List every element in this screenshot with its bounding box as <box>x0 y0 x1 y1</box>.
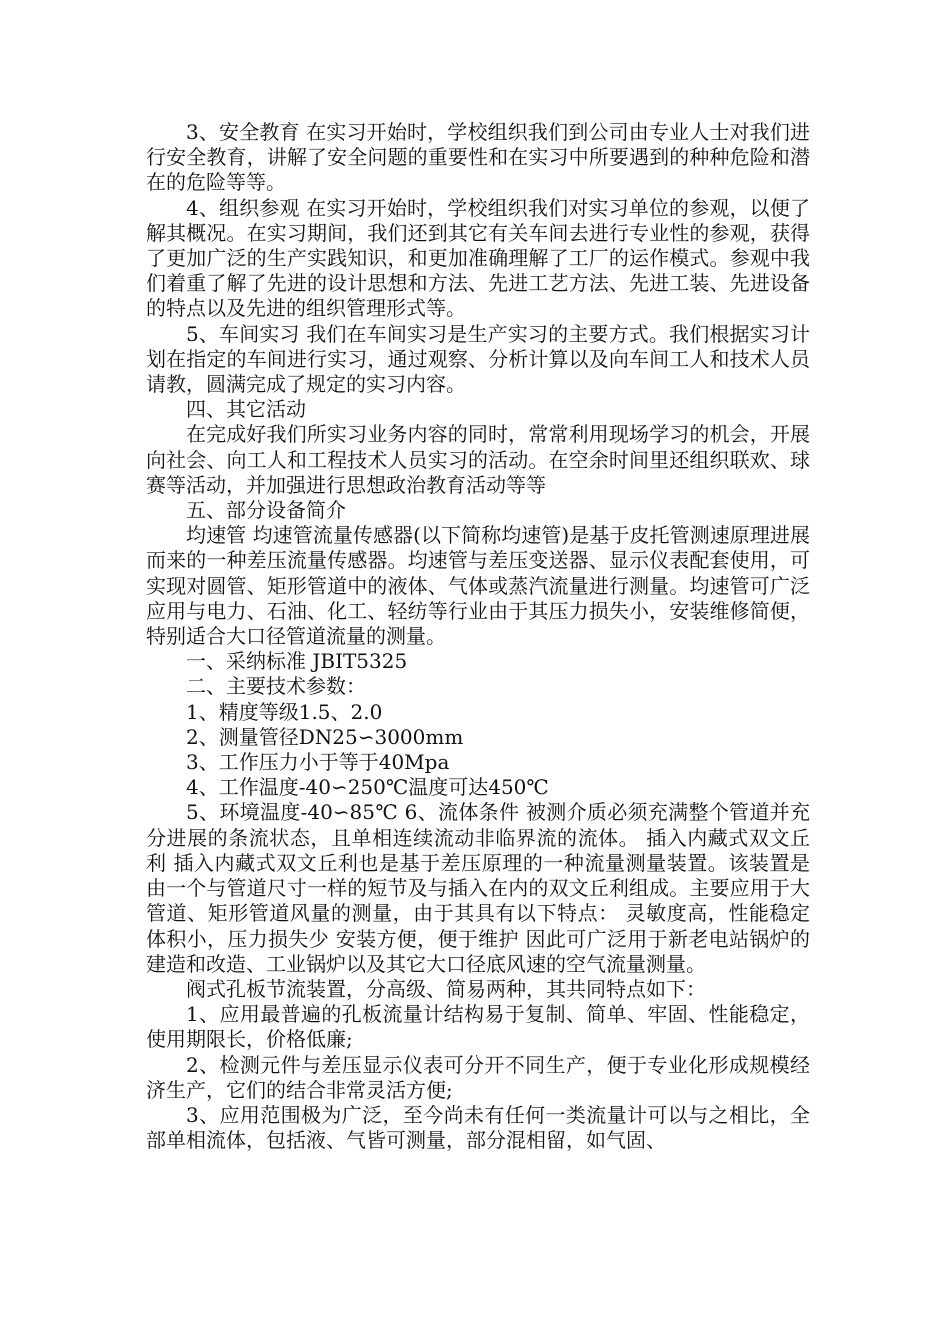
paragraph-averaging-tube: 均速管 均速管流量传感器(以下简称均速管)是基于皮托管测速原理进展而来的一种差压流量传感器。均速管与差压变送器、显示仪表配套使用，可实现对圆管、矩形管道中的液体、气体或蒸汽流量进行测量。均速管可广泛应用与电力、石油、化工、轻纺等行业由于其压力损失小，安装维修简便，特别适合大口径管道流量的测量。 <box>146 523 810 649</box>
paragraph-orifice-intro: 阀式孔板节流装置，分高级、简易两种，其共同特点如下： <box>186 976 706 1001</box>
paragraph-tech-params-heading: 二、主要技术参数： <box>186 674 366 699</box>
paragraph-orifice-feature-2: 2、检测元件与差压显示仪表可分开不同生产，便于专业化形成规模经济生产，它们的结合非常灵活方便; <box>146 1052 810 1102</box>
paragraph-param-diameter: 2、测量管径DN25∽3000mm <box>186 724 464 749</box>
paragraph-organized-visit: 4、组织参观 在实习开始时，学校组织我们对实习单位的参观，以便了解其概况。在实习期间，我们还到其它有关车间去进行专业性的参观，获得了更加广泛的生产实践知识，和更加准确理解了工厂的运作模式。参观中我们着重了解了先进的设计思想和方法、先进工艺方法、先进工装、先进设备的特点以及先进的组织管理形式等。 <box>146 195 810 321</box>
paragraph-workshop-practice: 5、车间实习 我们在车间实习是生产实习的主要方式。我们根据实习计划在指定的车间进行实习，通过观察、分析计算以及向车间工人和技术人员请教，圆满完成了规定的实习内容。 <box>146 321 810 397</box>
paragraph-param-accuracy: 1、精度等级1.5、2.0 <box>186 699 383 724</box>
paragraph-other-activities: 在完成好我们所实习业务内容的同时，常常利用现场学习的机会，开展向社会、向工人和工程技术人员实习的活动。在空余时间里还组织联欢、球赛等活动，并加强进行思想政治教育活动等等 <box>146 422 810 497</box>
paragraph-param-temperature: 4、工作温度-40∽250℃温度可达450℃ <box>186 775 549 800</box>
section-heading-equipment-intro: 五、部分设备简介 <box>186 498 346 523</box>
paragraph-safety-education: 3、安全教育 在实习开始时，学校组织我们到公司由专业人士对我们进行安全教育，讲解了安全问题的重要性和在实习中所要遇到的种种危险和潜在的危险等等。 <box>146 120 810 195</box>
section-heading-other-activities: 四、其它活动 <box>186 397 306 422</box>
paragraph-orifice-feature-1: 1、应用最普遍的孔板流量计结构易于复制、简单、牢固、性能稳定，使用期限长，价格低廉; <box>146 1002 810 1052</box>
paragraph-orifice-feature-3: 3、应用范围极为广泛，至今尚未有任何一类流量计可以与之相比，全部单相流体，包括液、气皆可测量，部分混相留，如气固、 <box>146 1102 810 1153</box>
paragraph-param-pressure: 3、工作压力小于等于40Mpa <box>186 750 450 775</box>
paragraph-env-temp-venturi: 5、环境温度-40∽85℃ 6、流体条件 被测介质必须充满整个管道并充分进展的条流状态，且单相连续流动非临界流的流体。 插入内藏式双文丘利 插入内藏式双文丘利也是基于差压原理的一种流量测量装置。该装置是由一个与管道尺寸一样的短节及与插入在内的双文丘利组成。主要应用于大管道、矩形管道风量的测量，由于其具有以下特点： 灵敏度高，性能稳定 体积小，压力损失少 安装方便，便于维护 因此可广泛用于新老电站锅炉的建造和改造、工业锅炉以及其它大口径底风速的空气流量测量。 <box>146 800 817 976</box>
paragraph-standard: 一、采纳标准 JBIT5325 <box>186 649 408 674</box>
document-page <box>146 120 817 1153</box>
